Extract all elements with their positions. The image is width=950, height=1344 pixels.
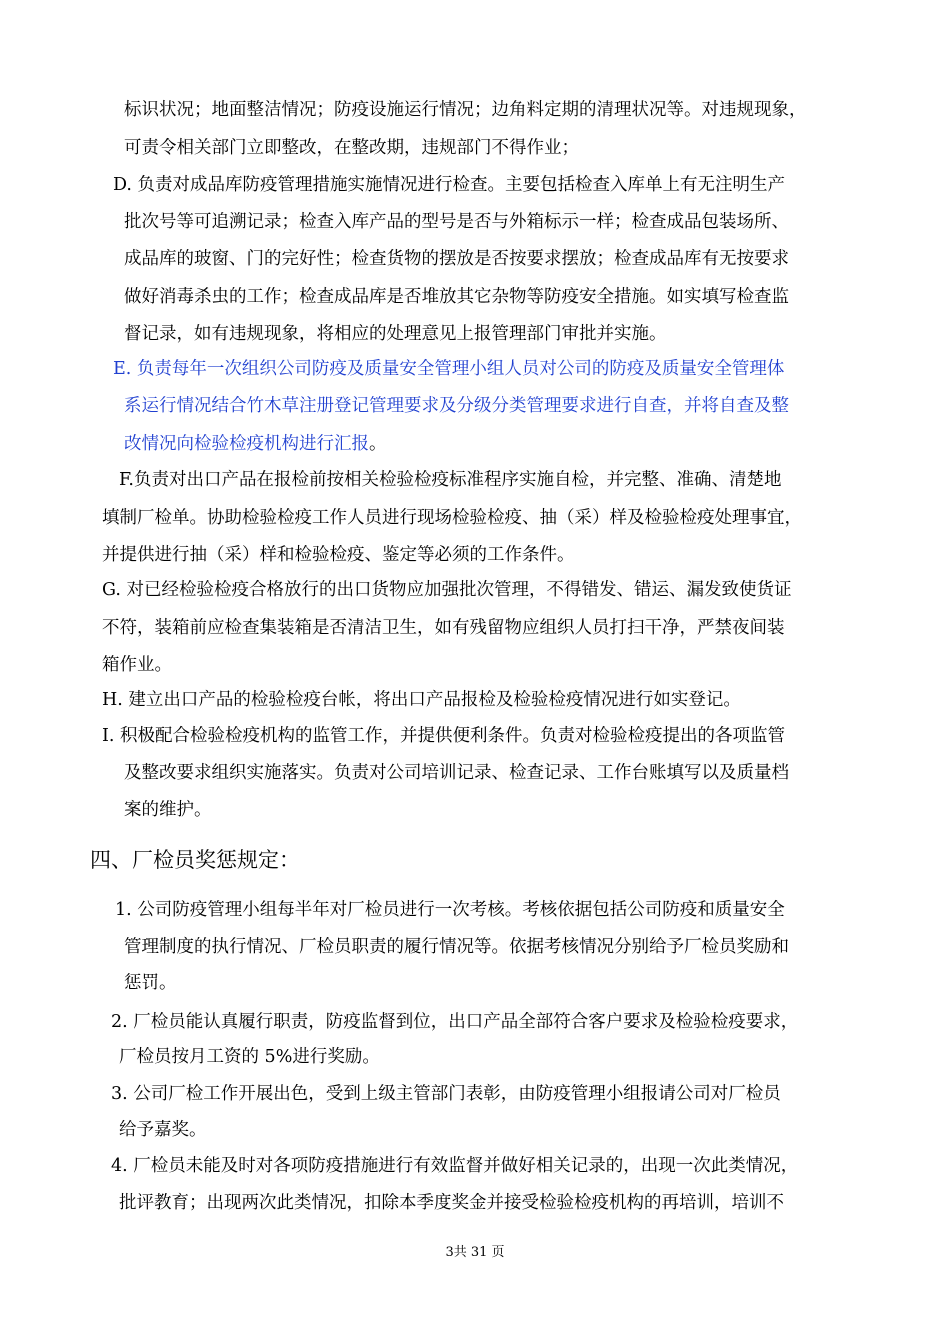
item-g-line-1: G. 对已经检验检疫合格放行的出口货物应加强批次管理，不得错发、错运、漏发致使货证 <box>102 580 792 600</box>
section-four-heading: 四、厂检员奖惩规定： <box>90 848 300 872</box>
item-g-line-3: 箱作业。 <box>102 655 172 675</box>
item-f-line-1: F.负责对出口产品在报检前按相关检验检疫标准程序实施自检，并完整、准确、清楚地 <box>119 470 782 490</box>
rule-2-line-2: 厂检员按月工资的 5%进行奖励。 <box>119 1047 380 1067</box>
item-f-line-2: 填制厂检单。协助检验检疫工作人员进行现场检验检疫、抽（采）样及检验检疫处理事宜， <box>102 508 802 528</box>
item-e-line-3-period: 。 <box>369 434 387 454</box>
item-d-line-5: 督记录，如有违规现象，将相应的处理意见上报管理部门审批并实施。 <box>124 324 667 344</box>
item-e-line-1: E. 负责每年一次组织公司防疫及质量安全管理小组人员对公司的防疫及质量安全管理体 <box>113 359 785 379</box>
item-i-line-1: I. 积极配合检验检疫机构的监管工作，并提供便利条件。负责对检验检疫提出的各项监管 <box>102 726 786 746</box>
item-d-line-1: D. 负责对成品库防疫管理措施实施情况进行检查。主要包括检查入库单上有无注明生产 <box>113 175 786 195</box>
item-e-line-3 <box>124 432 387 456</box>
page-number-footer: 3共 31 页 <box>445 1245 505 1260</box>
item-i-line-2: 及整改要求组织实施落实。负责对公司培训记录、检查记录、工作台账填写以及质量档 <box>124 763 789 783</box>
item-h-line-1: H. 建立出口产品的检验检疫台帐，将出口产品报检及检验检疫情况进行如实登记。 <box>102 690 741 710</box>
item-i-line-3: 案的维护。 <box>124 800 212 820</box>
item-d-line-3: 成品库的玻窗、门的完好性；检查货物的摆放是否按要求摆放；检查成品库有无按要求 <box>124 249 789 269</box>
item-g-line-2: 不符，装箱前应检查集装箱是否清洁卫生，如有残留物应组织人员打扫干净，严禁夜间装 <box>102 618 785 638</box>
rule-4-line-1: 4. 厂检员未能及时对各项防疫措施进行有效监督并做好相关记录的，出现一次此类情况， <box>111 1156 799 1176</box>
rule-4-line-2: 批评教育；出现两次此类情况，扣除本季度奖金并接受检验检疫机构的再培训，培训不 <box>119 1193 784 1213</box>
item-e-line-3-text: 改情况向检验检疫机构进行汇报 <box>124 434 369 454</box>
rule-1-line-3: 惩罚。 <box>124 973 177 993</box>
rule-1-line-1: 1. 公司防疫管理小组每半年对厂检员进行一次考核。考核依据包括公司防疫和质量安全 <box>115 900 785 920</box>
rule-1-line-2: 管理制度的执行情况、厂检员职责的履行情况等。依据考核情况分别给予厂检员奖励和 <box>124 937 789 957</box>
rule-3-line-1: 3. 公司厂检工作开展出色，受到上级主管部门表彰，由防疫管理小组报请公司对厂检员 <box>111 1084 781 1104</box>
item-d-line-2: 批次号等可追溯记录；检查入库产品的型号是否与外箱标示一样；检查成品包装场所、 <box>124 212 789 232</box>
rule-2-line-1: 2. 厂检员能认真履行职责，防疫监督到位，出口产品全部符合客户要求及检验检疫要求， <box>111 1012 799 1032</box>
item-d-line-4: 做好消毒杀虫的工作；检查成品库是否堆放其它杂物等防疫安全措施。如实填写检查监 <box>124 287 789 307</box>
item-f-line-3: 并提供进行抽（采）样和检验检疫、鉴定等必须的工作条件。 <box>102 545 575 565</box>
rule-3-line-2: 给予嘉奖。 <box>119 1120 207 1140</box>
section-c-line-1: 标识状况；地面整洁情况；防疫设施运行情况；边角料定期的清理状况等。对违规现象， <box>124 100 807 120</box>
item-e-line-2: 系运行情况结合竹木草注册登记管理要求及分级分类管理要求进行自查，并将自查及整 <box>124 396 789 416</box>
section-c-line-2: 可责令相关部门立即整改，在整改期，违规部门不得作业； <box>124 138 579 158</box>
